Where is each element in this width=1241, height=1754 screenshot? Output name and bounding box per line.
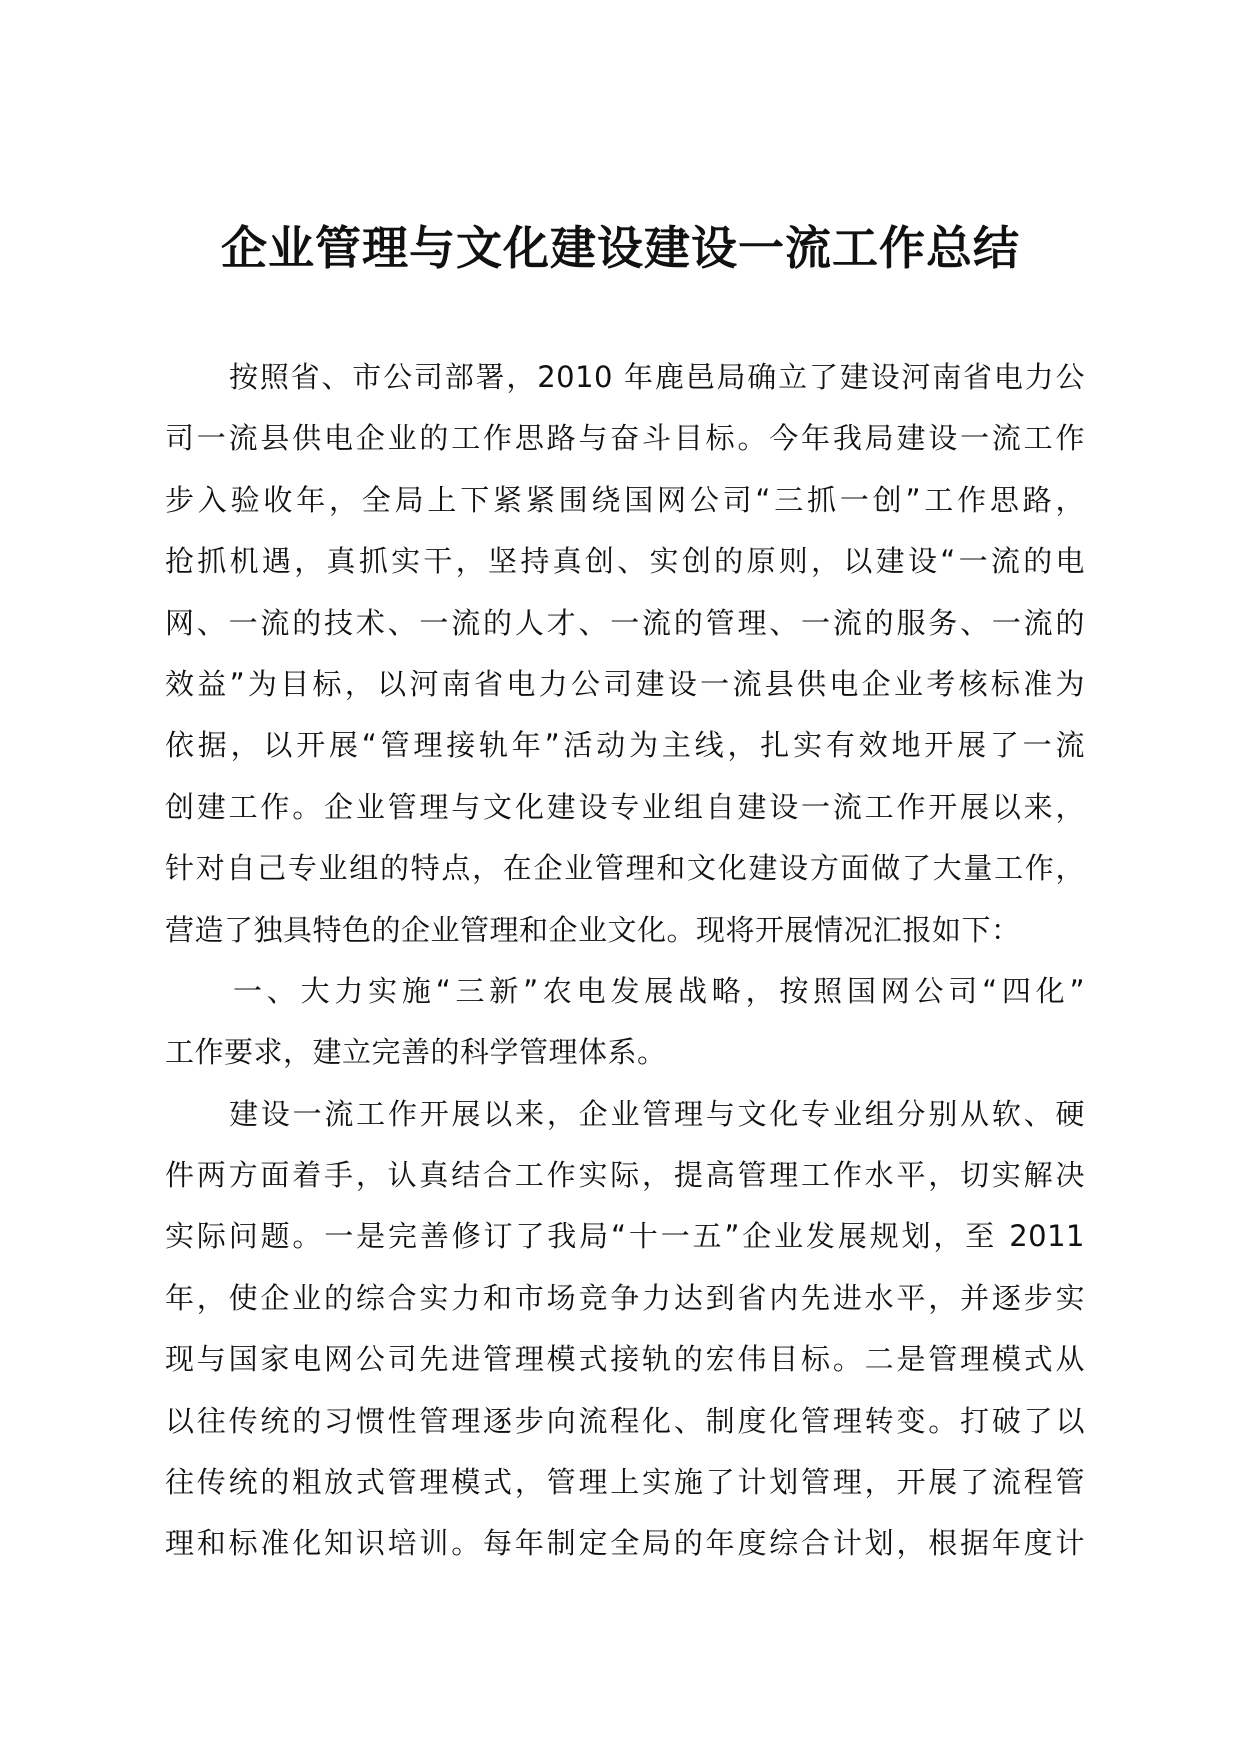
body-line: 件两方面着手，认真结合工作实际，提高管理工作水平，切实解决	[165, 1158, 1085, 1193]
body-line: 针对自己专业组的特点，在企业管理和文化建设方面做了大量工作，	[165, 851, 1085, 886]
body-line: 理和标准化知识培训。每年制定全局的年度综合计划，根据年度计	[165, 1526, 1085, 1561]
body-line: 实际问题。一是完善修订了我局“十一五”企业发展规划，至 2011	[165, 1219, 1085, 1254]
body-line: 往传统的粗放式管理模式，管理上实施了计划管理，开展了流程管	[165, 1465, 1085, 1500]
document-body	[165, 354, 1085, 1582]
body-line: 建设一流工作开展以来，企业管理与文化专业组分别从软、硬	[229, 1096, 1085, 1131]
body-line: 效益”为目标，以河南省电力公司建设一流县供电企业考核标准为	[165, 666, 1085, 701]
body-line: 按照省、市公司部署，2010 年鹿邑局确立了建设河南省电力公	[229, 360, 1085, 394]
body-line: 营造了独具特色的企业管理和企业文化。现将开展情况汇报如下：	[165, 912, 1021, 947]
body-line: 司一流县供电企业的工作思路与奋斗目标。今年我局建设一流工作	[165, 421, 1085, 456]
body-line: 依据，以开展“管理接轨年”活动为主线，扎实有效地开展了一流	[165, 728, 1085, 763]
section-heading-line: 一、大力实施“三新”农电发展战略，按照国网公司“四化”	[233, 973, 1085, 1008]
document-title: 企业管理与文化建设建设一流工作总结	[221, 221, 1020, 275]
section-heading-line: 工作要求，建立完善的科学管理体系。	[165, 1035, 667, 1070]
body-line: 现与国家电网公司先进管理模式接轨的宏伟目标。二是管理模式从	[165, 1342, 1085, 1377]
body-line: 抢抓机遇，真抓实干，坚持真创、实创的原则，以建设“一流的电	[165, 544, 1085, 579]
body-line: 以往传统的习惯性管理逐步向流程化、制度化管理转变。打破了以	[165, 1403, 1085, 1438]
body-line: 步入验收年，全局上下紧紧围绕国网公司“三抓一创”工作思路，	[165, 482, 1085, 517]
body-line: 网、一流的技术、一流的人才、一流的管理、一流的服务、一流的	[165, 605, 1085, 640]
body-line: 年，使企业的综合实力和市场竞争力达到省内先进水平，并逐步实	[165, 1280, 1085, 1315]
body-line: 创建工作。企业管理与文化建设专业组自建设一流工作开展以来，	[165, 789, 1085, 824]
